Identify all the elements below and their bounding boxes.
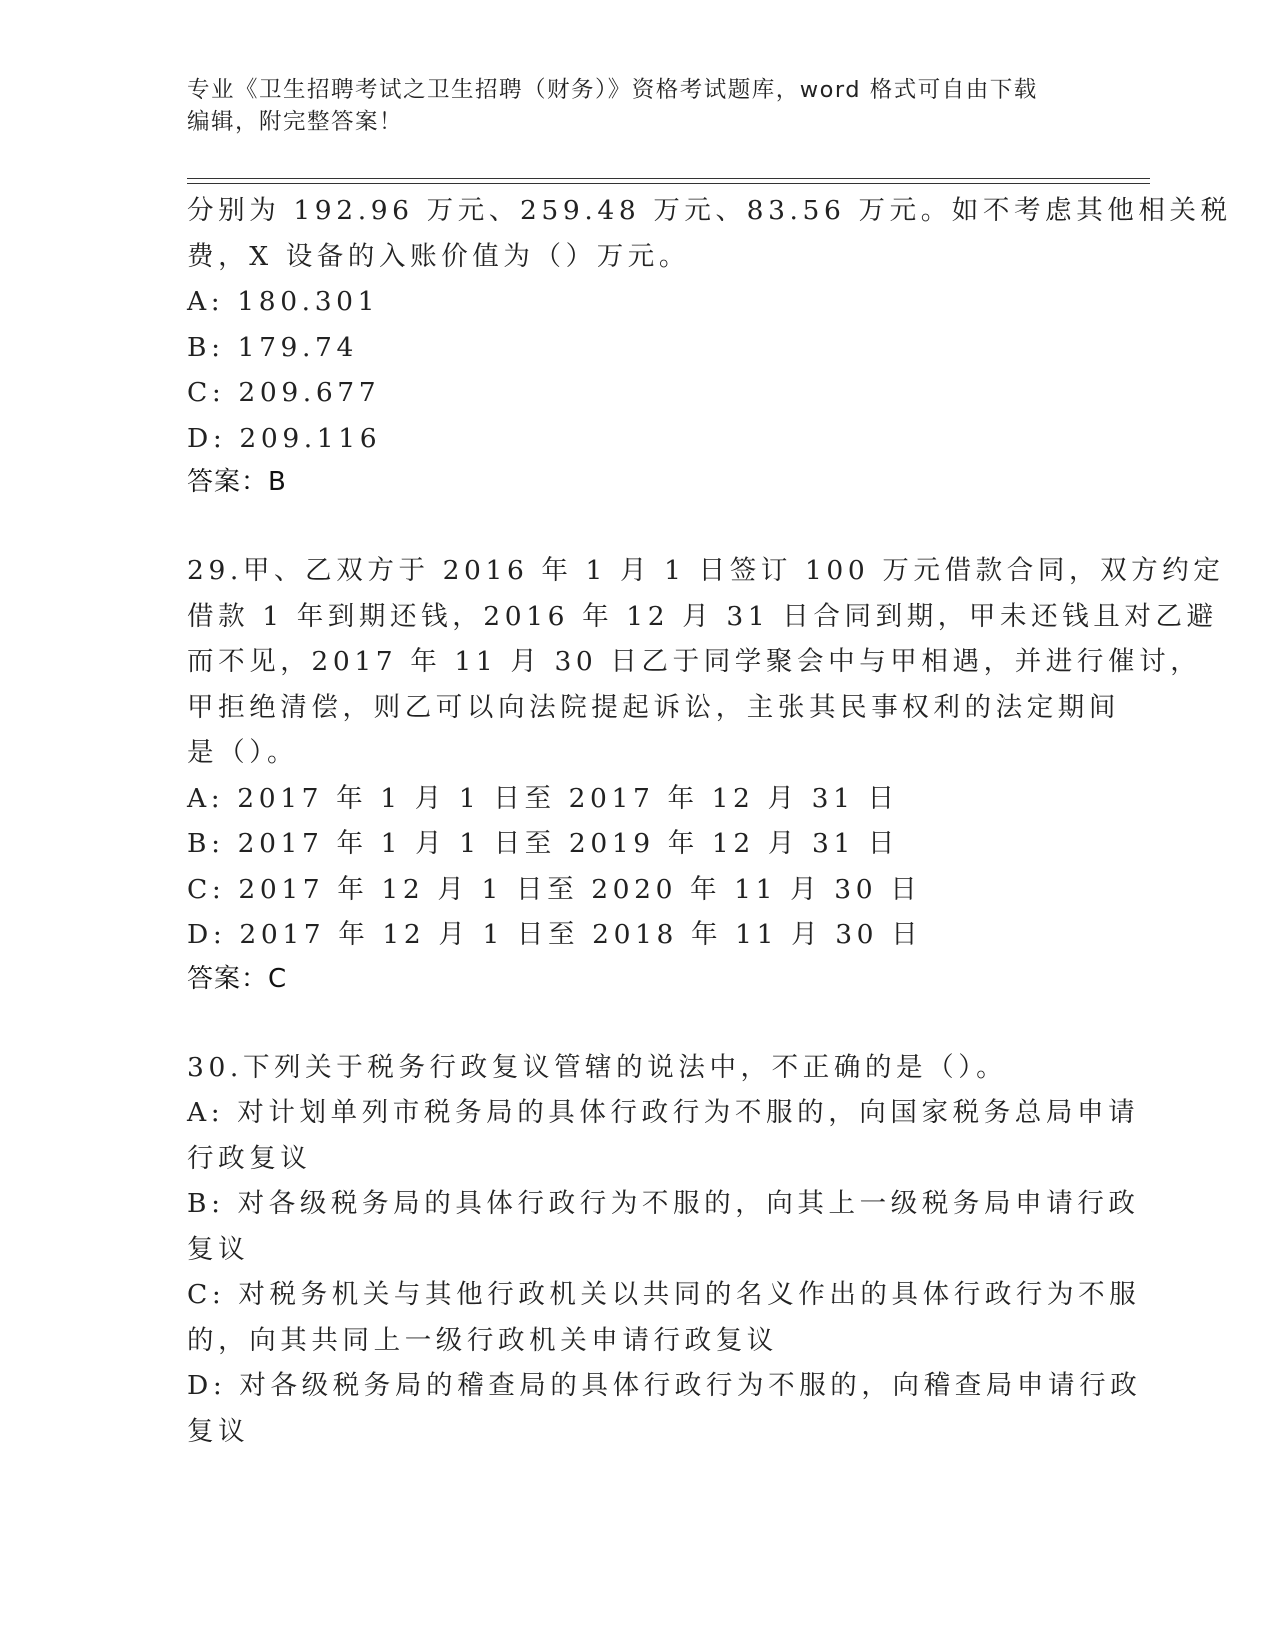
option-d-continued: 复议 <box>187 1415 250 1447</box>
option-c: C: 2017 年 12 月 1 日至 2020 年 11 月 30 日 <box>187 873 922 905</box>
header-line-2: 编辑，附完整答案！ <box>187 109 404 135</box>
document-body <box>187 188 1232 1454</box>
option-d: D: 209.116 <box>187 422 382 454</box>
answer-line: 答案：B <box>187 467 287 497</box>
option-a-continued: 行政复议 <box>187 1142 312 1174</box>
option-d: D: 2017 年 12 月 1 日至 2018 年 11 月 30 日 <box>187 919 923 950</box>
option-c: C: 对税务机关与其他行政机关以共同的名义作出的具体行政行为不服 <box>187 1279 1141 1310</box>
question-29 <box>187 548 1225 1001</box>
question-gap <box>187 504 1087 548</box>
question-stem-line: 29.甲、乙双方于 2016 年 1 月 1 日签订 100 万元借款合同，双方约定 <box>187 555 1225 586</box>
option-b: B: 179.74 <box>187 331 358 363</box>
question-stem-line: 分别为 192.96 万元、259.48 万元、83.56 万元。如不考虑其他相关税 <box>187 195 1232 226</box>
option-a: A: 180.301 <box>187 286 380 317</box>
question-stem-line: 费，X 设备的入账价值为（）万元。 <box>187 240 690 272</box>
option-b: B: 对各级税务局的具体行政行为不服的，向其上一级税务局申请行政 <box>187 1188 1140 1219</box>
question-stem-line: 甲拒绝清偿，则乙可以向法院提起诉讼，主张其民事权利的法定期间 <box>187 691 1120 723</box>
answer-line: 答案：C <box>187 963 288 994</box>
question-stem-line: 是（）。 <box>187 737 299 768</box>
question-28 <box>187 188 1232 504</box>
question-stem-line: 而不见，2017 年 11 月 30 日乙于同学聚会中与甲相遇，并进行催讨， <box>187 646 1202 677</box>
option-b-continued: 复议 <box>187 1233 250 1265</box>
option-b: B: 2017 年 1 月 1 日至 2019 年 12 月 31 日 <box>187 828 900 859</box>
question-stem-line: 30.下列关于税务行政复议管辖的说法中，不正确的是（）。 <box>187 1051 1008 1083</box>
option-c: C: 209.677 <box>187 377 381 408</box>
option-c-continued: 的，向其共同上一级行政机关申请行政复议 <box>187 1324 778 1356</box>
question-stem-line: 借款 1 年到期还钱，2016 年 12 月 31 日合同到期，甲未还钱且对乙避 <box>187 600 1218 632</box>
question-30 <box>187 1045 1142 1455</box>
option-d: D: 对各级税务局的稽查局的具体行政行为不服的，向稽查局申请行政 <box>187 1370 1142 1401</box>
option-a: A: 2017 年 1 月 1 日至 2017 年 12 月 31 日 <box>187 782 899 814</box>
header-divider-bottom <box>187 183 1150 184</box>
header-line-1: 专业《卫生招聘考试之卫生招聘（财务）》资格考试题库，word 格式可自由下载 <box>187 77 1038 103</box>
header-divider-top <box>187 178 1150 179</box>
option-a: A: 对计划单列市税务局的具体行政行为不服的，向国家税务总局申请 <box>187 1097 1140 1128</box>
document-header <box>187 74 1067 138</box>
question-gap <box>187 1001 1087 1045</box>
